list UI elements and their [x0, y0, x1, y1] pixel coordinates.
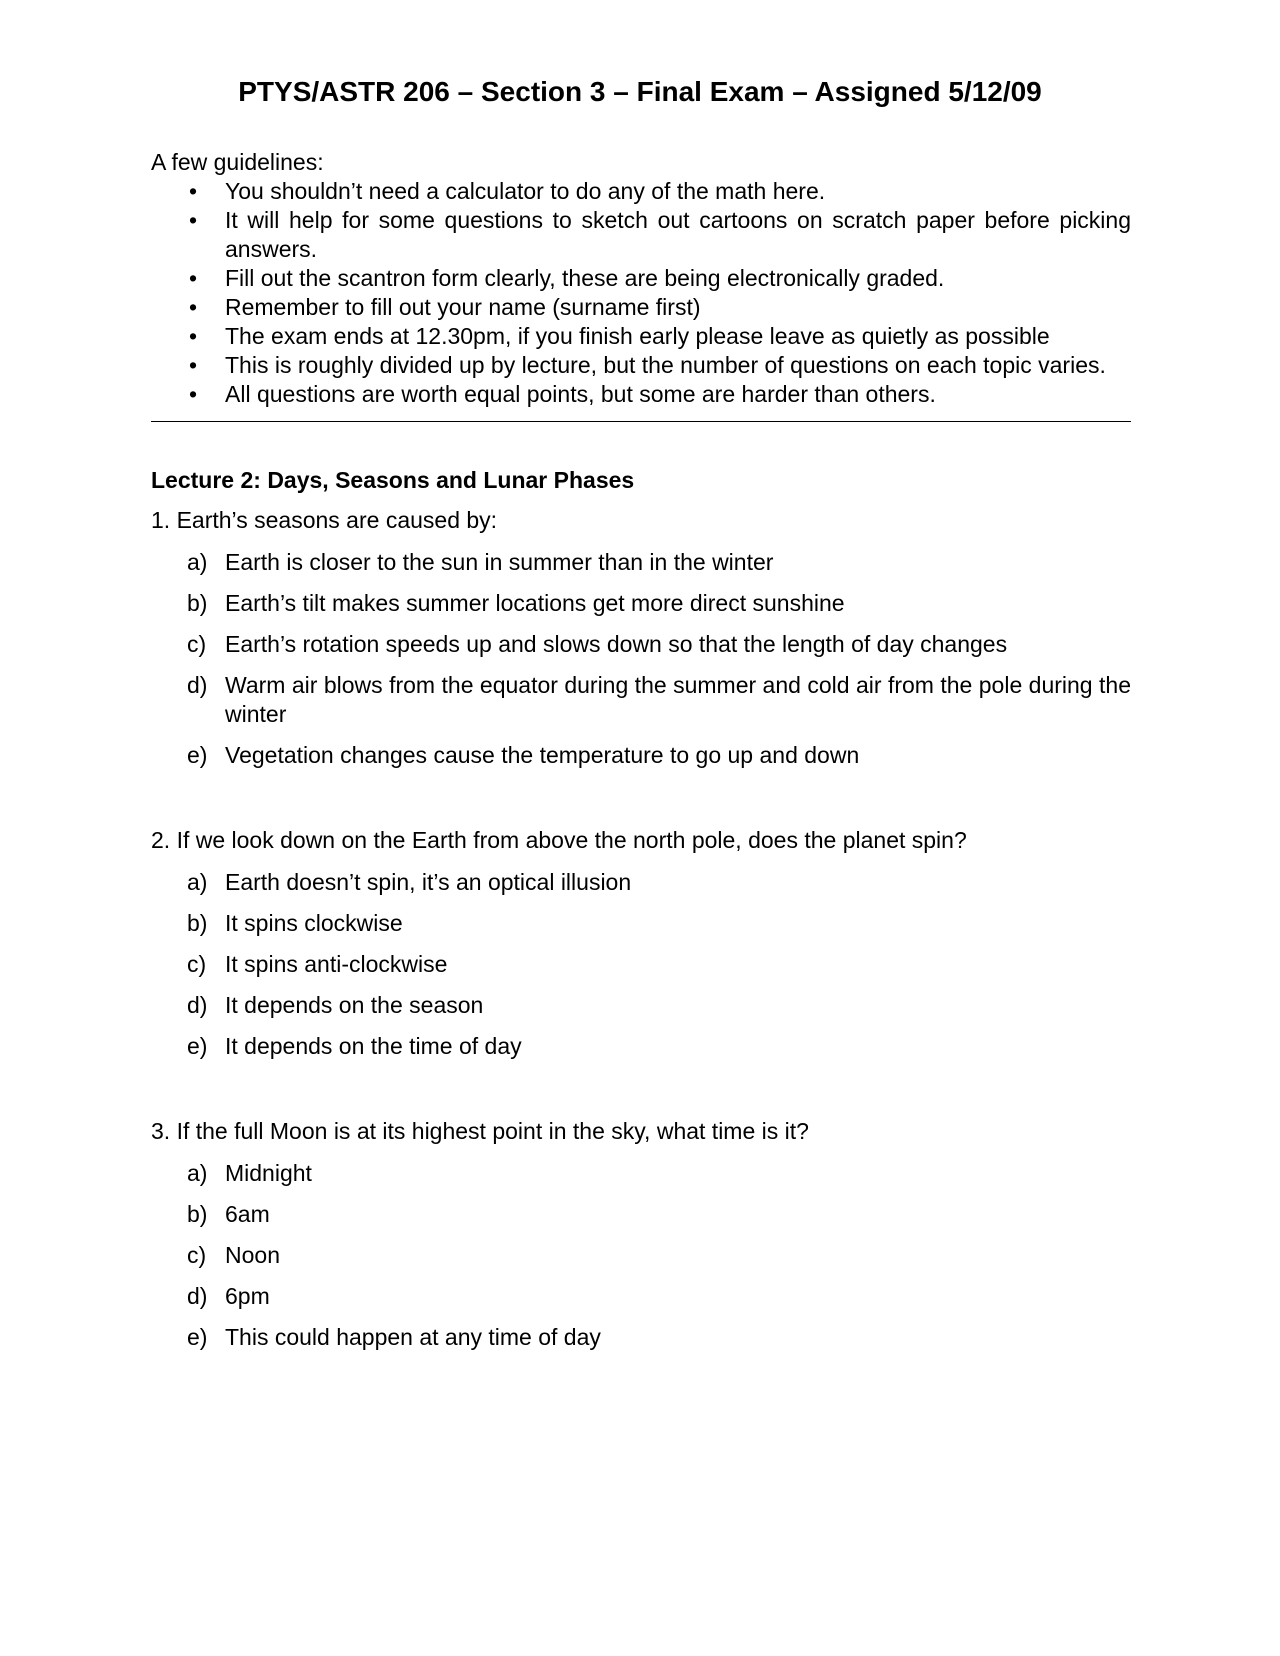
answer-option-c: [187, 950, 1131, 979]
answer-option-c: [187, 630, 1131, 659]
answer-option-a: [187, 868, 1131, 897]
answer-option-e: [187, 1032, 1131, 1061]
option-text: It depends on the time of day: [225, 1033, 522, 1059]
guideline-text: It will help for some questions to sketch out cartoons on scratch paper before picking answers.: [225, 207, 1131, 262]
option-letter: b): [187, 590, 208, 616]
question-text: 2. If we look down on the Earth from above the north pole, does the planet spin?: [151, 827, 967, 853]
option-letter: d): [187, 992, 208, 1018]
option-text: Vegetation changes cause the temperature to go up and down: [225, 742, 860, 768]
bullet-icon: •: [189, 265, 198, 291]
guideline-text: All questions are worth equal points, but some are harder than others.: [225, 381, 936, 407]
guideline-item: [189, 380, 1131, 409]
option-letter: d): [187, 1283, 208, 1309]
bullet-icon: •: [189, 207, 198, 233]
option-letter: c): [187, 951, 207, 977]
option-letter: c): [187, 1242, 207, 1268]
answer-option-b: [187, 589, 1131, 618]
answer-option-e: [187, 1323, 1131, 1352]
question-spacer: [151, 1061, 1131, 1107]
page-title: PTYS/ASTR 206 – Section 3 – Final Exam – Assigned 5/12/09: [238, 76, 1042, 107]
option-letter: e): [187, 1033, 208, 1059]
answer-options: [151, 1159, 1131, 1352]
answer-option-d: [187, 1282, 1131, 1311]
answer-option-e: [187, 741, 1131, 770]
option-text: 6am: [225, 1201, 270, 1227]
bullet-icon: •: [189, 352, 198, 378]
option-letter: a): [187, 1160, 208, 1186]
exam-content: [151, 148, 1131, 1352]
option-text: 6pm: [225, 1283, 270, 1309]
option-text: Noon: [225, 1242, 280, 1268]
guideline-item: [189, 206, 1131, 264]
question-1: [151, 504, 1131, 770]
option-text: Earth is closer to the sun in summer than in the winter: [225, 549, 774, 575]
option-letter: b): [187, 1201, 208, 1227]
option-text: Earth’s rotation speeds up and slows down so that the length of day changes: [225, 631, 1008, 657]
option-letter: e): [187, 1324, 208, 1350]
option-text: Earth doesn’t spin, it’s an optical illusion: [225, 869, 632, 895]
divider: [151, 421, 1131, 422]
guideline-text: Remember to fill out your name (surname first): [225, 294, 701, 320]
option-letter: d): [187, 672, 208, 698]
guideline-item: [189, 264, 1131, 293]
question-text: 1. Earth’s seasons are caused by:: [151, 507, 498, 533]
guideline-text: This is roughly divided up by lecture, but the number of questions on each topic varies.: [225, 352, 1106, 378]
guideline-text: Fill out the scantron form clearly, these are being electronically graded.: [225, 265, 945, 291]
section-heading: Lecture 2: Days, Seasons and Lunar Phases: [151, 467, 635, 493]
option-text: It spins anti-clockwise: [225, 951, 448, 977]
option-letter: c): [187, 631, 207, 657]
option-text: Warm air blows from the equator during the summer and cold air from the pole during the winter: [225, 672, 1131, 727]
option-text: It spins clockwise: [225, 910, 403, 936]
answer-option-c: [187, 1241, 1131, 1270]
question-3: [151, 1115, 1131, 1352]
answer-option-d: [187, 671, 1131, 729]
answer-option-a: [187, 548, 1131, 577]
bullet-icon: •: [189, 294, 198, 320]
answer-option-b: [187, 1200, 1131, 1229]
bullet-icon: •: [189, 323, 198, 349]
answer-option-a: [187, 1159, 1131, 1188]
bullet-icon: •: [189, 178, 198, 204]
answer-option-d: [187, 991, 1131, 1020]
bullet-icon: •: [189, 381, 198, 407]
question-text: 3. If the full Moon is at its highest point in the sky, what time is it?: [151, 1118, 809, 1144]
answer-option-b: [187, 909, 1131, 938]
option-letter: a): [187, 869, 208, 895]
guideline-item: [189, 293, 1131, 322]
option-letter: e): [187, 742, 208, 768]
question-spacer: [151, 770, 1131, 816]
question-2: [151, 824, 1131, 1061]
guideline-item: [189, 177, 1131, 206]
guideline-item: [189, 351, 1131, 380]
guidelines-list: [151, 177, 1131, 409]
option-letter: a): [187, 549, 208, 575]
guideline-item: [189, 322, 1131, 351]
guideline-text: The exam ends at 12.30pm, if you finish early please leave as quietly as possible: [225, 323, 1050, 349]
answer-options: [151, 548, 1131, 770]
option-letter: b): [187, 910, 208, 936]
option-text: It depends on the season: [225, 992, 484, 1018]
option-text: This could happen at any time of day: [225, 1324, 601, 1350]
answer-options: [151, 868, 1131, 1061]
guideline-text: You shouldn’t need a calculator to do any of the math here.: [225, 178, 826, 204]
option-text: Earth’s tilt makes summer locations get more direct sunshine: [225, 590, 845, 616]
option-text: Midnight: [225, 1160, 312, 1186]
guidelines-intro: A few guidelines:: [151, 149, 324, 175]
